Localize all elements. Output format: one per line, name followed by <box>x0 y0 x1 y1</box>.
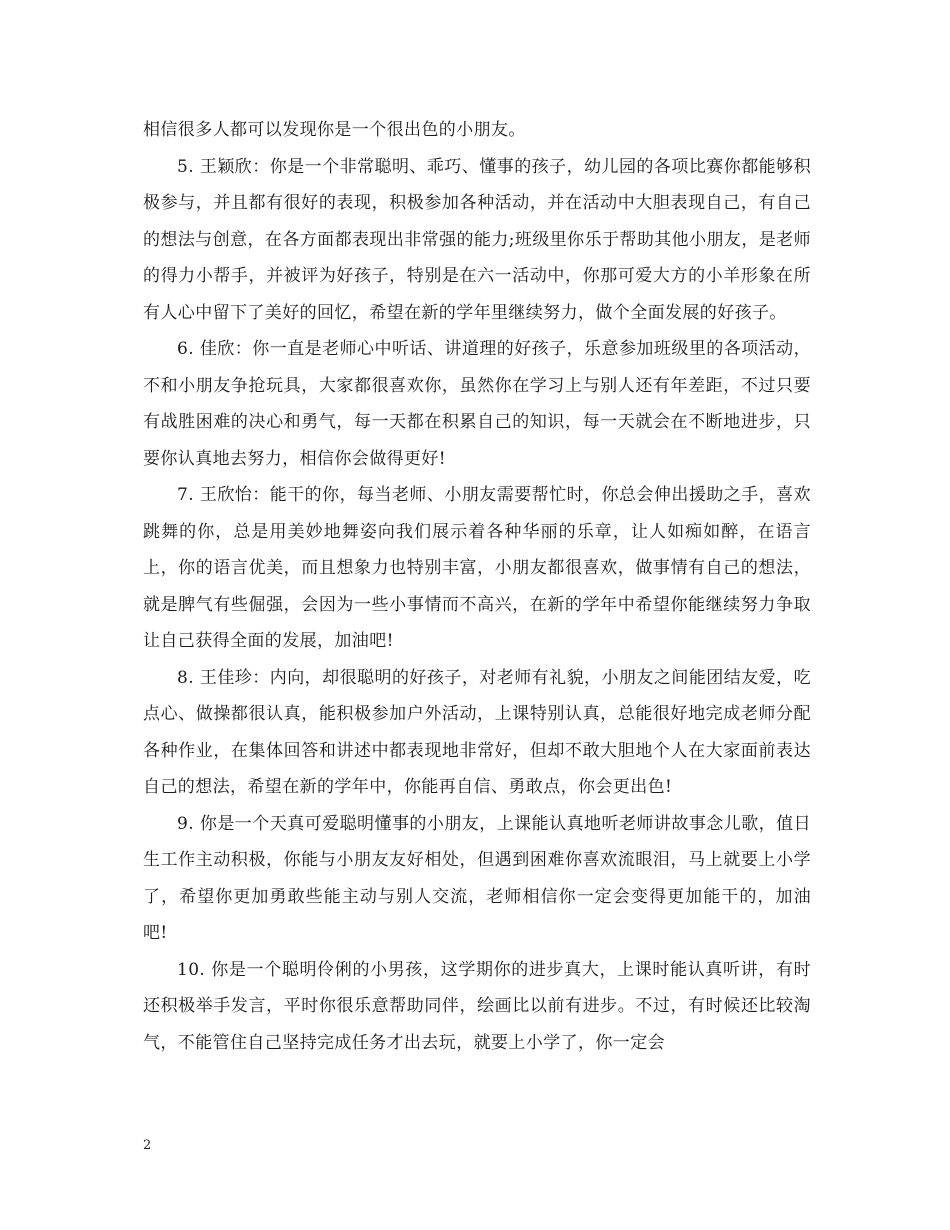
paragraph-comment-9: 9. 你是一个天真可爱聪明懂事的小朋友，上课能认真地听老师讲故事念儿歌，值日生工作主动积极，你能与小朋友友好相处，但遇到困难你喜欢流眼泪，马上就要上小学了，希望你更加勇敢些能主动与别人交流，老师相信你一定会变得更加能干的，加油吧! <box>143 813 811 943</box>
paragraph-comment-8: 8. 王佳珍：内向，却很聪明的好孩子，对老师有礼貌，小朋友之间能团结友爱，吃点心、做操都很认真，能积极参加户外活动，上课特别认真，总能很好地完成老师分配各种作业，在集体回答和讲述中都表现地非常好，但却不敢大胆地个人在大家面前表达自己的想法，希望在新的学年中，你能再自信、勇敢点，你会更出色! <box>143 667 811 797</box>
document-body <box>143 112 811 1061</box>
paragraph-comment-5: 5. 王颖欣：你是一个非常聪明、乖巧、懂事的孩子，幼儿园的各项比赛你都能够积极参与，并且都有很好的表现，积极参加各种活动，并在活动中大胆表现自己，有自己的想法与创意，在各方面都表现出非常强的能力;班级里你乐于帮助其他小朋友，是老师的得力小帮手，并被评为好孩子，特别是在六一活动中，你那可爱大方的小羊形象在所有人心中留下了美好的回忆，希望在新的学年里继续努力，做个全面发展的好孩子。 <box>143 156 811 323</box>
paragraph-comment-10: 10. 你是一个聪明伶俐的小男孩，这学期你的进步真大，上课时能认真听讲，有时还积极举手发言，平时你很乐意帮助同伴，绘画比以前有进步。不过，有时候还比较淘气，不能管住自己坚持完成任务才出去玩，就要上小学了，你一定会 <box>143 959 811 1053</box>
paragraph-comment-6: 6. 佳欣：你一直是老师心中听话、讲道理的好孩子，乐意参加班级里的各项活动，不和小朋友争抢玩具，大家都很喜欢你，虽然你在学习上与别人还有年差距，不过只要有战胜困难的决心和勇气，每一天都在积累自己的知识，每一天就会在不断地进步，只要你认真地去努力，相信你会做得更好! <box>143 339 811 469</box>
paragraph-continuation: 相信很多人都可以发现你是一个很出色的小朋友。 <box>143 120 526 140</box>
page-number: 2 <box>143 1138 152 1153</box>
paragraph-comment-7: 7. 王欣怡：能干的你，每当老师、小朋友需要帮忙时，你总会伸出援助之手，喜欢跳舞的你，总是用美妙地舞姿向我们展示着各种华丽的乐章，让人如痴如醉，在语言上，你的语言优美，而且想象力也特别丰富，小朋友都很喜欢，做事情有自己的想法，就是脾气有些倔强，会因为一些小事情而不高兴，在新的学年中希望你能继续努力争取让自己获得全面的发展，加油吧! <box>143 485 811 651</box>
